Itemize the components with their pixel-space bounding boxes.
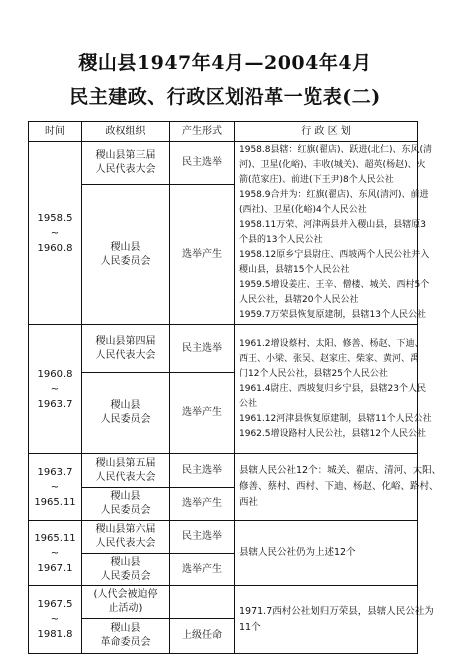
period-cell xyxy=(29,586,82,654)
org-cell xyxy=(82,488,170,521)
division-cell xyxy=(235,454,442,521)
division-text-line: 县辖人民公社仍为上述12个 xyxy=(239,547,356,558)
org-line: 稷山县第三届 xyxy=(95,150,156,162)
division-text-line: 箭(范家庄)、前进(下王尹)8个人民公社 xyxy=(239,175,394,185)
period-dash: ~ xyxy=(50,481,60,493)
form-cell: 民主选举 xyxy=(170,454,235,488)
org-line: 稷山县第四届 xyxy=(95,335,156,347)
division-text-line: 修善、蔡村、西村、下迪、杨赵、化峪、路村、 xyxy=(239,481,439,492)
table-row xyxy=(29,521,418,554)
division-text-line: 1958.8县辖：红旗(翟店)、跃进(北仁)、东风(清 xyxy=(239,145,433,155)
form-cell: 民主选举 xyxy=(170,325,235,373)
division-text-line: 1958.11万荣、河津两县并入稷山县，县辖原3 xyxy=(239,220,426,230)
org-cell xyxy=(82,185,170,325)
division-text-line: 1961.2增设蔡村、太阳、修善、杨赵、下迪、 xyxy=(239,338,424,349)
header-org: 政权组织 xyxy=(82,122,170,142)
period-dash: ~ xyxy=(50,227,60,239)
period-start: 1958.5 xyxy=(37,212,73,224)
division-text-line: 1958.12原乡宁县尉庄、西坡两个人民公社并入 xyxy=(239,250,430,260)
period-dash: ~ xyxy=(50,547,60,559)
form-cell: 选举产生 xyxy=(170,373,235,454)
org-cell xyxy=(82,142,170,185)
division-text-line: 1959.5增设姜庄、王辛、僧楼、城关、西村5个 xyxy=(239,280,430,290)
form-cell: 民主选举 xyxy=(170,142,235,185)
period-start: 1963.7 xyxy=(37,466,73,478)
period-dash: ~ xyxy=(50,383,60,395)
org-line: 人民委员会 xyxy=(100,414,151,425)
division-cell xyxy=(235,521,418,586)
org-line: 人民代表大会 xyxy=(95,164,156,176)
org-line: 稷山县第六届 xyxy=(95,524,156,535)
division-text-line: 西王、小梁、张吴、赵家庄、柴家、黄河、禹 xyxy=(239,353,420,364)
header-form: 产生形式 xyxy=(170,122,235,142)
org-line: 人民代表大会 xyxy=(95,471,156,483)
form-cell: 选举产生 xyxy=(170,185,235,325)
period-start: 1967.5 xyxy=(37,599,73,610)
division-text-line: 1961.4尉庄、西坡复归乡宁县，县辖23个人民 xyxy=(239,383,426,394)
org-line: 人民委员会 xyxy=(100,570,151,582)
org-cell xyxy=(82,619,170,654)
division-text-line: 1971.7西村公社划归万荣县，县辖人民公社为 xyxy=(239,605,434,617)
org-cell xyxy=(82,454,170,488)
division-text-line: 县辖人民公社12个：城关、翟店、清河、太阳、 xyxy=(239,465,442,476)
table-row xyxy=(29,325,418,373)
period-start: 1960.8 xyxy=(37,368,73,380)
org-line: 人民代表大会 xyxy=(95,538,156,549)
form-cell: 选举产生 xyxy=(170,488,235,521)
division-text-line: 稷山县，县辖15个人民公社 xyxy=(239,265,350,275)
division-text-line: 1961.12河津县恢复原建制，县辖11个人民公社 xyxy=(239,413,432,424)
division-cell xyxy=(235,325,432,454)
division-text-line: 1959.7万荣县恢复原建制，县辖13个人民公社 xyxy=(239,310,426,320)
period-end: 1981.8 xyxy=(37,629,73,640)
division-text-line: 门12个人民公社，县辖25个人民公社 xyxy=(239,368,388,379)
header-division: 行 政 区 划 xyxy=(235,122,418,142)
org-cell xyxy=(82,521,170,554)
division-text-line: 公社 xyxy=(239,398,258,409)
period-end: 1967.1 xyxy=(37,562,73,574)
org-line: 稷山县 xyxy=(110,556,141,568)
division-text-line: 个县的13个人民公社 xyxy=(239,235,323,245)
document-title-line2: 民主建政、行政区划沿革一览表(二) xyxy=(69,86,381,108)
evolution-table xyxy=(28,121,442,654)
org-line: (人代会被迫停 xyxy=(93,589,158,600)
period-end: 1965.11 xyxy=(34,496,76,508)
form-cell xyxy=(170,586,235,619)
org-cell xyxy=(82,325,170,373)
division-text-line: (西社)、卫星(化峪)4个人民公社 xyxy=(239,205,367,215)
division-text-line: 11个 xyxy=(239,621,261,633)
header-time: 时间 xyxy=(29,122,82,142)
org-line: 人民委员会 xyxy=(100,505,151,516)
org-cell xyxy=(82,586,170,619)
form-cell: 上级任命 xyxy=(170,619,235,654)
division-text-line: 1962.5增设路村人民公社，县辖12个人民公社 xyxy=(239,428,426,439)
division-text-line: 西社 xyxy=(239,497,259,508)
org-line: 革命委员会 xyxy=(100,637,151,648)
org-line: 稷山县第五届 xyxy=(95,457,156,469)
division-cell xyxy=(235,586,434,654)
period-cell xyxy=(29,142,82,325)
division-text-line: 1958.9合并为：红旗(翟店)、东风(清河)、前进 xyxy=(239,190,429,200)
division-text-line: 人民公社，县辖20个人民公社 xyxy=(239,295,359,305)
period-cell xyxy=(29,325,82,454)
org-line: 稷山县 xyxy=(110,241,141,253)
period-cell xyxy=(29,521,82,586)
period-end: 1960.8 xyxy=(37,242,73,254)
period-start: 1965.11 xyxy=(34,532,76,544)
org-line: 稷山县 xyxy=(110,400,141,411)
table-row xyxy=(29,142,418,185)
org-line: 人民代表大会 xyxy=(95,349,156,361)
org-line: 稷山县 xyxy=(110,491,141,502)
table-row xyxy=(29,586,418,619)
document-title-line1: 稷山县1947年4月—2004年4月 xyxy=(78,52,372,74)
table-header-row xyxy=(29,122,418,142)
form-cell: 民主选举 xyxy=(170,521,235,554)
division-text-line: 河)、卫星(化峪)、丰收(城关)、超英(杨赵)、火 xyxy=(239,160,426,170)
period-cell xyxy=(29,454,82,521)
org-line: 稷山县 xyxy=(110,623,141,634)
form-cell: 选举产生 xyxy=(170,554,235,586)
period-dash: ~ xyxy=(50,614,60,625)
org-line: 止活动) xyxy=(108,603,143,614)
period-end: 1963.7 xyxy=(37,398,73,410)
table-row xyxy=(29,454,418,488)
org-cell xyxy=(82,554,170,586)
division-cell xyxy=(235,142,433,325)
org-line: 人民委员会 xyxy=(100,255,151,267)
org-cell xyxy=(82,373,170,454)
